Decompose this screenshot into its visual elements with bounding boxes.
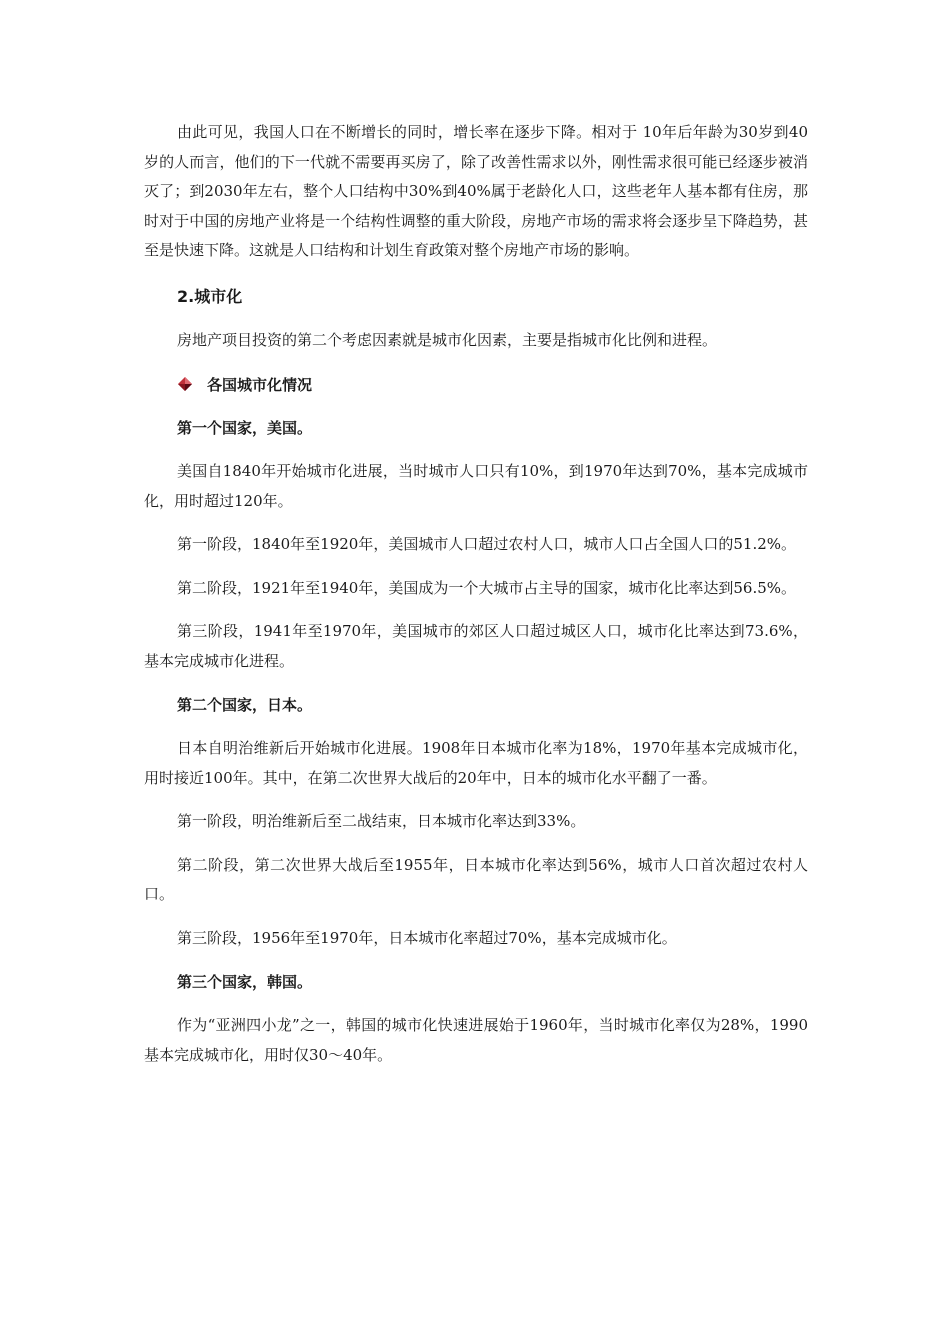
paragraph-japan-stage2: 第二阶段，第二次世界大战后至1955年，日本城市化率达到56%，城市人口首次超过农村人口。 [144,855,808,903]
paragraph-japan-intro: 日本自明治维新后开始城市化进展。1908年日本城市化率为18%，1970年基本完成城市化，用时接近100年。其中，在第二次世界大战后的20年中，日本的城市化水平翻了一番。 [144,739,808,787]
bullet-label: 各国城市化情况 [207,375,313,394]
paragraph-us-stage3: 第三阶段，1941年至1970年，美国城市的郊区人口超过城区人口，城市化比率达到73.6%，基本完成城市化进程。 [144,622,808,670]
paragraph-us-stage1: 第一阶段，1840年至1920年，美国城市人口超过农村人口，城市人口占全国人口的51.2%。 [177,535,797,553]
paragraph-population-conclusion: 由此可见，我国人口在不断增长的同时，增长率在逐步下降。相对于 10年后年龄为30岁到40岁的人而言，他们的下一代就不需要再买房了，除了改善性需求以外，刚性需求很可能已经逐步被消灭了；到2030年左右，整个人口结构中30%到40%属于老龄化人口，这些老年人基本都有住房，那时对于中国的房地产业将是一个结构性调整的重大阶段，房地产市场的需求将会逐步呈下降趋势，甚至是快速下降。这就是人口结构和计划生育政策对整个房地产市场的影响。 [144,123,808,259]
paragraph-us-stage2: 第二阶段，1921年至1940年，美国成为一个大城市占主导的国家，城市化比率达到56.5%。 [177,578,797,597]
paragraph-korea-intro: 作为“亚洲四小龙”之一，韩国的城市化快速进展始于1960年，当时城市化率仅为28%，1990基本完成城市化，用时仅30～40年。 [144,1016,808,1064]
bullet-countries-urbanization [144,369,808,399]
paragraph-urbanization-intro: 房地产项目投资的第二个考虑因素就是城市化因素，主要是指城市化比例和进程。 [177,330,718,349]
diamond-bullet-icon [177,376,193,392]
heading-us: 第一个国家，美国。 [177,419,313,437]
heading-japan: 第二个国家，日本。 [177,696,313,714]
section-title-urbanization: 2.城市化 [177,286,243,306]
paragraph-japan-stage3: 第三阶段，1956年至1970年，日本城市化率超过70%，基本完成城市化。 [177,928,677,947]
paragraph-japan-stage1: 第一阶段，明治维新后至二战结束，日本城市化率达到33%。 [177,812,586,830]
heading-korea: 第三个国家，韩国。 [177,973,313,991]
document-page [144,118,808,1070]
paragraph-us-intro: 美国自1840年开始城市化进展，当时城市人口只有10%，到1970年达到70%，基本完成城市化，用时超过120年。 [144,462,808,510]
